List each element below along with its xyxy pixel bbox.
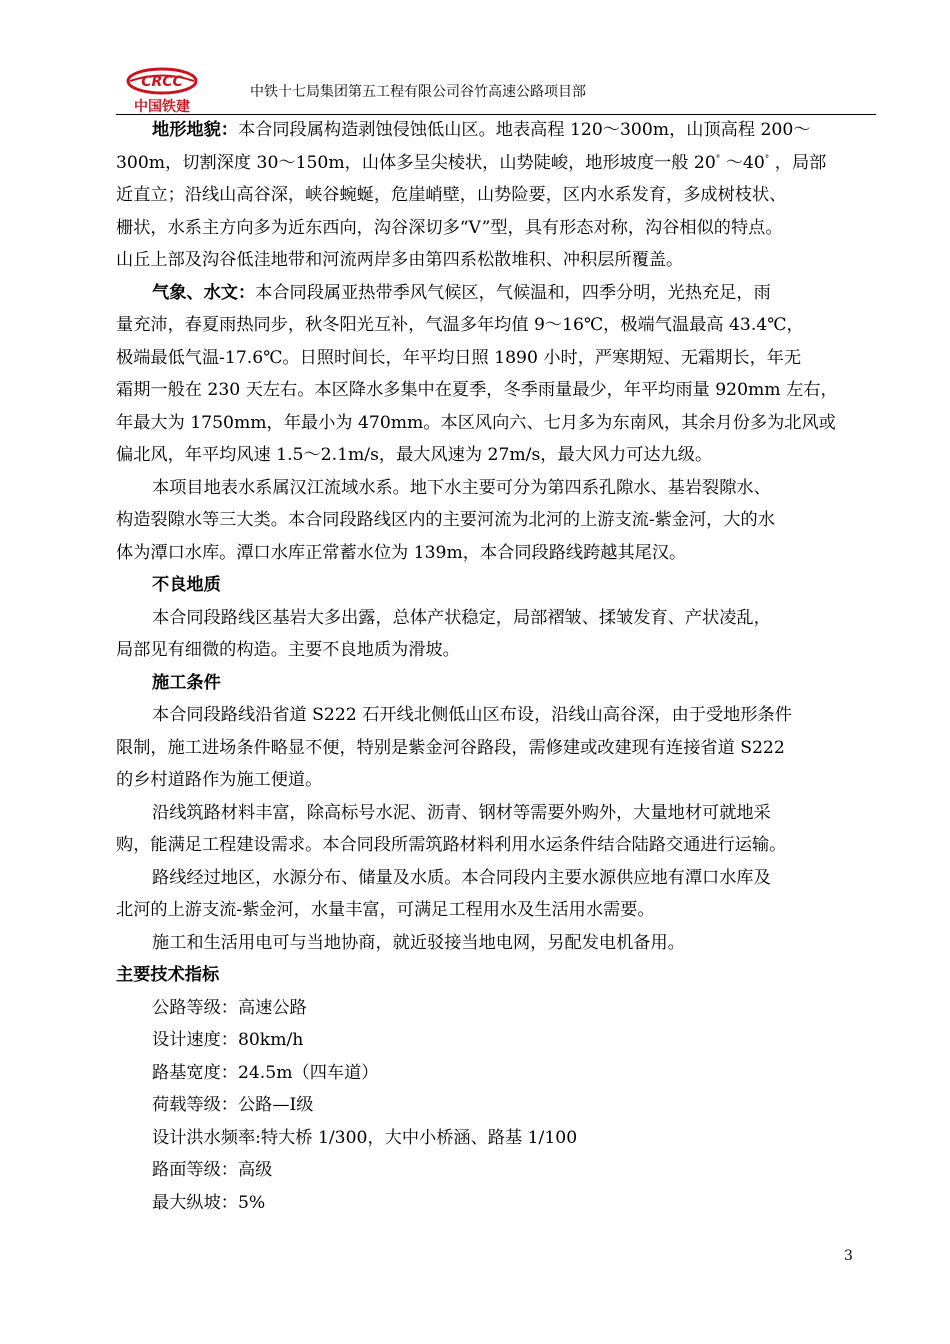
crcc-logo-mark	[124, 66, 200, 96]
section-heading-tech: 主要技术指标	[116, 965, 220, 985]
section-heading-terrain: 地形地貌：	[152, 120, 238, 140]
text-line: 沿线筑路材料丰富，除高标号水泥、沥青、钢材等需要外购外，大量地材可就地采	[152, 802, 771, 823]
tech-item: 公路等级：高速公路	[152, 997, 307, 1018]
text-line: 的乡村道路作为施工便道。	[116, 770, 323, 790]
text-line: 限制，施工进场条件略显不便，特别是紫金河谷路段，需修建或改建现有连接省道 S222	[116, 737, 785, 758]
page-number: 3	[844, 1248, 853, 1264]
text-line: 购，能满足工程建设需求。本合同段所需筑路材料利用水运条件结合陆路交通进行运输。	[116, 835, 787, 855]
text-line: 体为潭口水库。潭口水库正常蓄水位为 139m，本合同段路线跨越其尾汉。	[116, 542, 687, 563]
document-body	[116, 114, 876, 1219]
degree-mark: °	[764, 153, 770, 164]
text-line: 路线经过地区，水源分布、储量及水质。本合同段内主要水源供应地有潭口水库及	[152, 867, 771, 888]
text-line: 300m，切割深度 30～150m，山体多呈尖棱状，山势陡峻，地形坡度一般 20° ～40° ，局部	[116, 152, 827, 173]
text-line: 极端最低气温-17.6℃。日照时间长，年平均日照 1890 小时，严寒期短、无霜期长，年无	[116, 347, 802, 368]
section-heading-construction: 施工条件	[152, 672, 221, 693]
text-line: 本项目地表水系属汉江流域水系。地下水主要可分为第四系孔隙水、基岩裂隙水、	[152, 477, 771, 498]
text-line: 施工和生活用电可与当地协商，就近驳接当地电网，另配发电机备用。	[152, 932, 685, 953]
text-line: 栅状，水系主方向多为近东西向，沟谷深切多“V”型，具有形态对称，沟谷相似的特点。	[116, 217, 783, 238]
text-line: 构造裂隙水等三大类。本合同段路线区内的主要河流为北河的上游支流-紫金河，大的水	[116, 510, 775, 530]
tech-item: 荷载等级：公路—Ⅰ级	[152, 1095, 314, 1115]
tech-item: 设计洪水频率:特大桥 1/300，大中小桥涵、路基 1/100	[152, 1127, 578, 1148]
text-line: 量充沛，春夏雨热同步，秋冬阳光互补，气温多年均值 9～16℃，极端气温最高 43.4℃，	[116, 315, 804, 335]
text-line: 本合同段路线区基岩大多出露，总体产状稳定，局部褶皱、揉皱发育、产状凌乱，	[152, 607, 771, 628]
tech-item: 最大纵坡：5%	[152, 1192, 266, 1213]
tech-item: 路面等级：高级	[152, 1160, 273, 1180]
text-line: 年最大为 1750mm，年最小为 470mm。本区风向六、七月多为东南风，其余月份多为北风或	[116, 412, 836, 433]
tech-item: 设计速度：80km/h	[152, 1030, 304, 1050]
text-line: 地形地貌：本合同段属构造剥蚀侵蚀低山区。地表高程 120～300m，山顶高程 200～	[152, 120, 811, 140]
section-heading-geology: 不良地质	[152, 575, 221, 595]
text-line: 局部见有细微的构造。主要不良地质为滑坡。	[116, 640, 460, 660]
text-line: 山丘上部及沟谷低洼地带和河流两岸多由第四系松散堆积、冲积层所覆盖。	[116, 250, 684, 270]
section-heading-climate: 气象、水文：	[152, 282, 256, 303]
text-line: 气象、水文：本合同段属亚热带季风气候区，气候温和，四季分明，光热充足，雨	[152, 282, 771, 303]
crcc-logo	[116, 66, 208, 116]
text-line: 本合同段路线沿省道 S222 石开线北侧低山区布设，沿线山高谷深，由于受地形条件	[152, 705, 792, 725]
text-line: 霜期一般在 230 天左右。本区降水多集中在夏季，冬季雨量最少，年平均雨量 920mm 左右，	[116, 380, 838, 400]
text-line: 北河的上游支流-紫金河，水量丰富，可满足工程用水及生活用水需要。	[116, 900, 655, 920]
logo-mark-text: CRCC	[141, 74, 183, 90]
page-header	[116, 66, 876, 118]
text-line: 偏北风，年平均风速 1.5～2.1m/s，最大风速为 27m/s，最大风力可达九级。	[116, 445, 713, 465]
degree-mark: °	[715, 153, 721, 164]
tech-item: 路基宽度：24.5m（四车道）	[152, 1062, 379, 1083]
header-title: 中铁十七局集团第五工程有限公司谷竹高速公路项目部	[250, 84, 586, 100]
text-line: 近直立；沿线山高谷深，峡谷蜿蜒，危崖峭壁，山势险要，区内水系发育，多成树枝状、	[116, 185, 787, 205]
logo-text: 中国铁建	[134, 99, 190, 115]
